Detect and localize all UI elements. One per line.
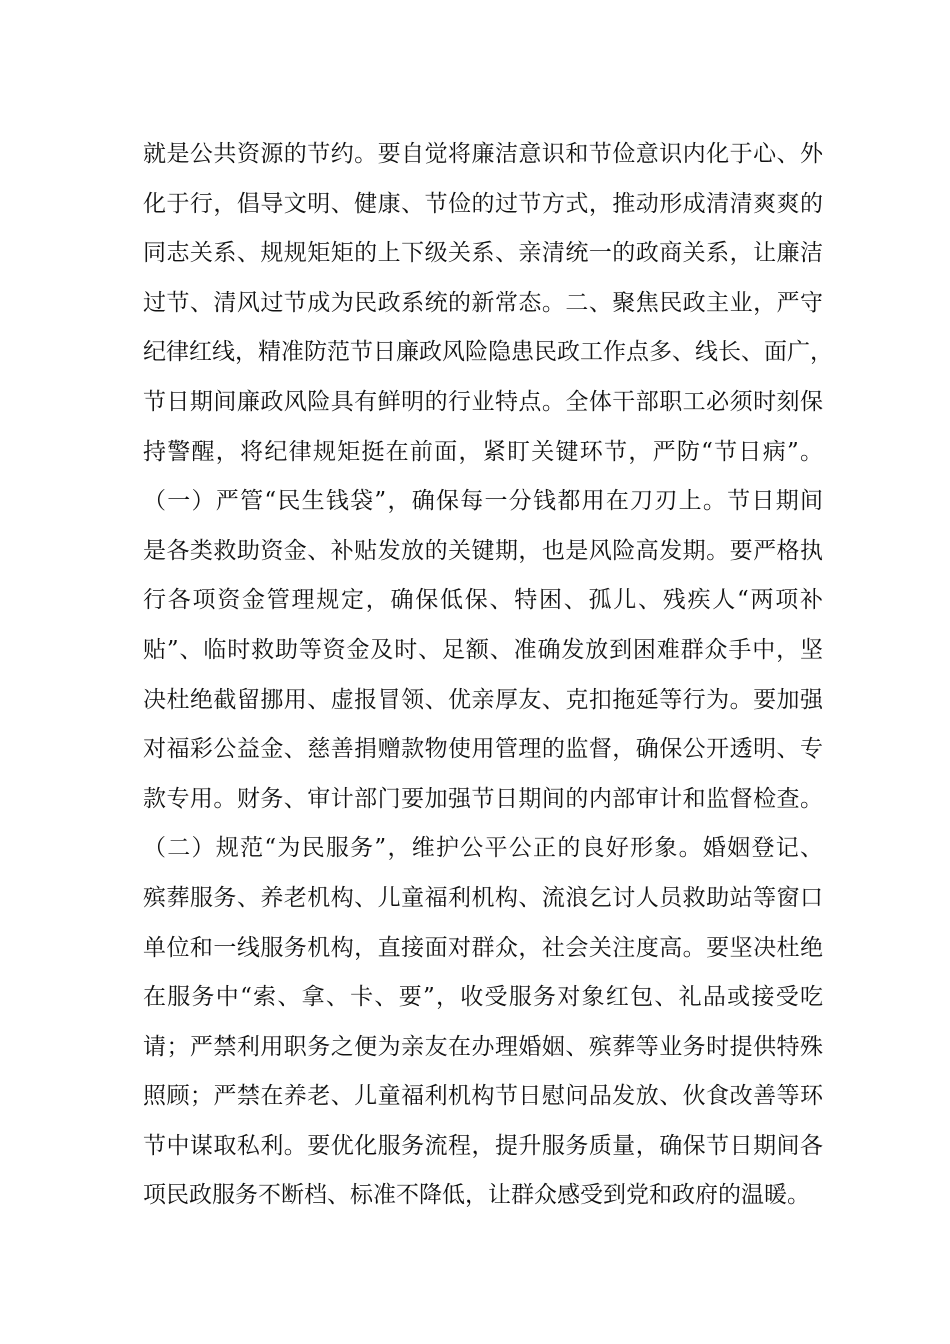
text-line: 节中谋取私利。要优化服务流程，提升服务质量，确保节日期间各 <box>143 1132 823 1159</box>
text-line: 过节、清风过节成为民政系统的新常态。二、聚焦民政主业，严守 <box>143 289 823 316</box>
text-line: 就是公共资源的节约。要自觉将廉洁意识和节俭意识内化于心、外 <box>143 141 823 167</box>
text-line: 纪律红线，精准防范节日廉政风险隐患民政工作点多、线长、面广， <box>143 339 833 366</box>
text-line: 殡葬服务、养老机构、儿童福利机构、流浪乞讨人员救助站等窗口 <box>143 884 823 911</box>
text-line: 持警醒，将纪律规矩挺在前面，紧盯关键环节，严防“节日病”。 <box>143 438 823 465</box>
text-line: （一）严管“民生钱袋”，确保每一分钱都用在刀刃上。节日期间 <box>143 488 823 515</box>
text-line: 节日期间廉政风险具有鲜明的行业特点。全体干部职工必须时刻保 <box>143 388 823 415</box>
text-line: 照顾；严禁在养老、儿童福利机构节日慰问品发放、伙食改善等环 <box>143 1083 823 1110</box>
text-line: 款专用。财务、审计部门要加强节日期间的内部审计和监督检查。 <box>143 785 823 812</box>
text-line: 单位和一线服务机构，直接面对群众，社会关注度高。要坚决杜绝 <box>143 934 823 961</box>
text-line: 在服务中“索、拿、卡、要”，收受服务对象红包、礼品或接受吃 <box>143 984 823 1011</box>
text-line: 项民政服务不断档、标准不降低，让群众感受到党和政府的温暖。 <box>143 1182 810 1209</box>
text-line: 决杜绝截留挪用、虚报冒领、优亲厚友、克扣拖延等行为。要加强 <box>143 686 823 713</box>
text-line: （二）规范“为民服务”，维护公平公正的良好形象。婚姻登记、 <box>143 835 823 862</box>
text-line: 化于行，倡导文明、健康、节俭的过节方式，推动形成清清爽爽的 <box>143 190 823 217</box>
text-line: 行各项资金管理规定，确保低保、特困、孤儿、残疾人“两项补 <box>143 587 823 614</box>
text-line: 对福彩公益金、慈善捐赠款物使用管理的监督，确保公开透明、专 <box>143 736 823 763</box>
text-line: 请；严禁利用职务之便为亲友在办理婚姻、殡葬等业务时提供特殊 <box>143 1033 823 1060</box>
text-line: 贴”、临时救助等资金及时、足额、准确发放到困难群众手中，坚 <box>143 636 823 663</box>
text-line: 同志关系、规规矩矩的上下级关系、亲清统一的政商关系，让廉洁 <box>143 240 823 267</box>
text-line: 是各类救助资金、补贴发放的关键期，也是风险高发期。要严格执 <box>143 537 823 564</box>
body-text <box>143 130 833 1221</box>
